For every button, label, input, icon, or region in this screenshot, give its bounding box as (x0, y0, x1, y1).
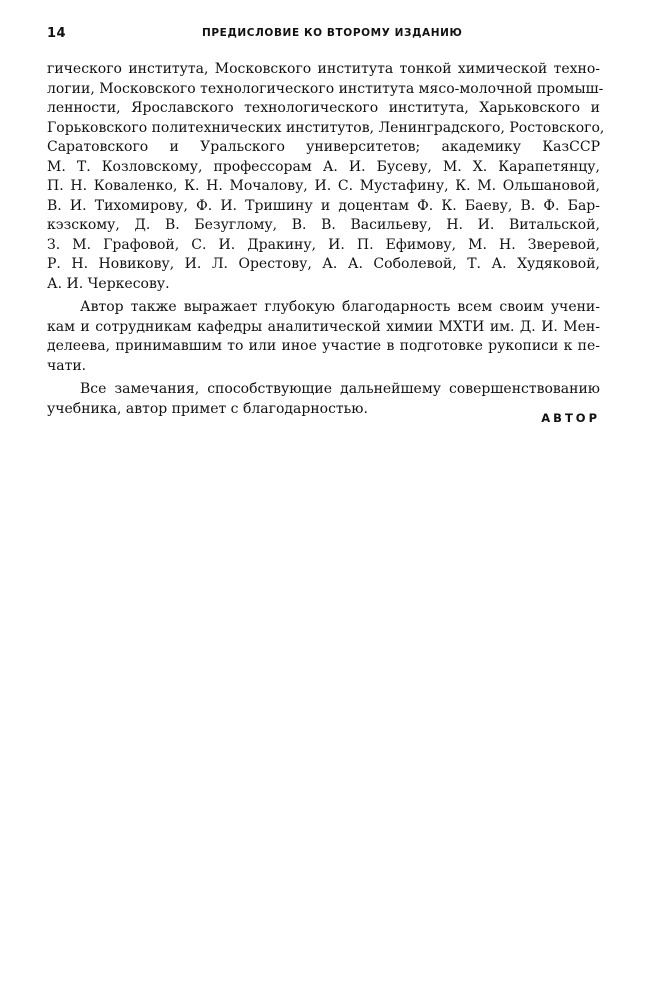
text-line: Все замечания, способствующие дальнейшему совершенствованию (80, 381, 600, 397)
text-line: кэзскому, Д. В. Безуглому, В. В. Васильеву, Н. И. Витальской, (47, 217, 600, 233)
text-line: Горьковского политехнических институтов, Ленинградского, Ростовского, (47, 119, 605, 136)
text-line: В. И. Тихомирову, Ф. И. Тришину и доцентам Ф. К. Баеву, В. Ф. Бар- (47, 197, 600, 214)
text-line: М. Т. Козловскому, профессорам А. И. Бусеву, М. Х. Карапетянцу, (47, 158, 600, 175)
text-line: Автор также выражает глубокую благодарность всем своим учени- (80, 299, 600, 315)
text-line: гического института, Московского института тонкой химической техно- (47, 61, 600, 77)
text-line: чати. (47, 357, 87, 374)
paragraph-remarks (47, 380, 600, 419)
running-head: ПРЕДИСЛОВИЕ КО ВТОРОМУ ИЗДАНИЮ (202, 27, 463, 39)
paragraph-acknowledgements (47, 60, 605, 294)
text-line: ленности, Ярославского технологического института, Харьковского и (47, 100, 600, 116)
text-line: кам и сотрудникам кафедры аналитической химии МХТИ им. Д. И. Мен- (47, 318, 600, 335)
text-line: А. И. Черкесову. (47, 275, 170, 292)
text-line: Саратовского и Уральского университетов; академику КазССР (47, 139, 600, 155)
text-line: делеева, принимавшим то или иное участие в подготовке рукописи к пе- (47, 338, 600, 354)
author-signature: АВТОР (541, 411, 600, 425)
text-line: Р. Н. Новикову, И. Л. Орестову, А. А. Соболевой, Т. А. Худяковой, (47, 256, 600, 272)
text-line: учебника, автор примет с благодарностью. (47, 400, 368, 417)
paragraph-gratitude (47, 298, 600, 376)
text-line: П. Н. Коваленко, К. Н. Мочалову, И. С. Мустафину, К. М. Ольшановой, (47, 178, 600, 194)
text-line: З. М. Графовой, С. И. Дракину, И. П. Ефимову, М. Н. Зверевой, (47, 236, 600, 253)
page-number: 14 (47, 26, 67, 41)
body-text (47, 60, 605, 419)
page-header (47, 26, 600, 46)
text-line: логии, Московского технологического института мясо-молочной промыш- (47, 80, 604, 97)
